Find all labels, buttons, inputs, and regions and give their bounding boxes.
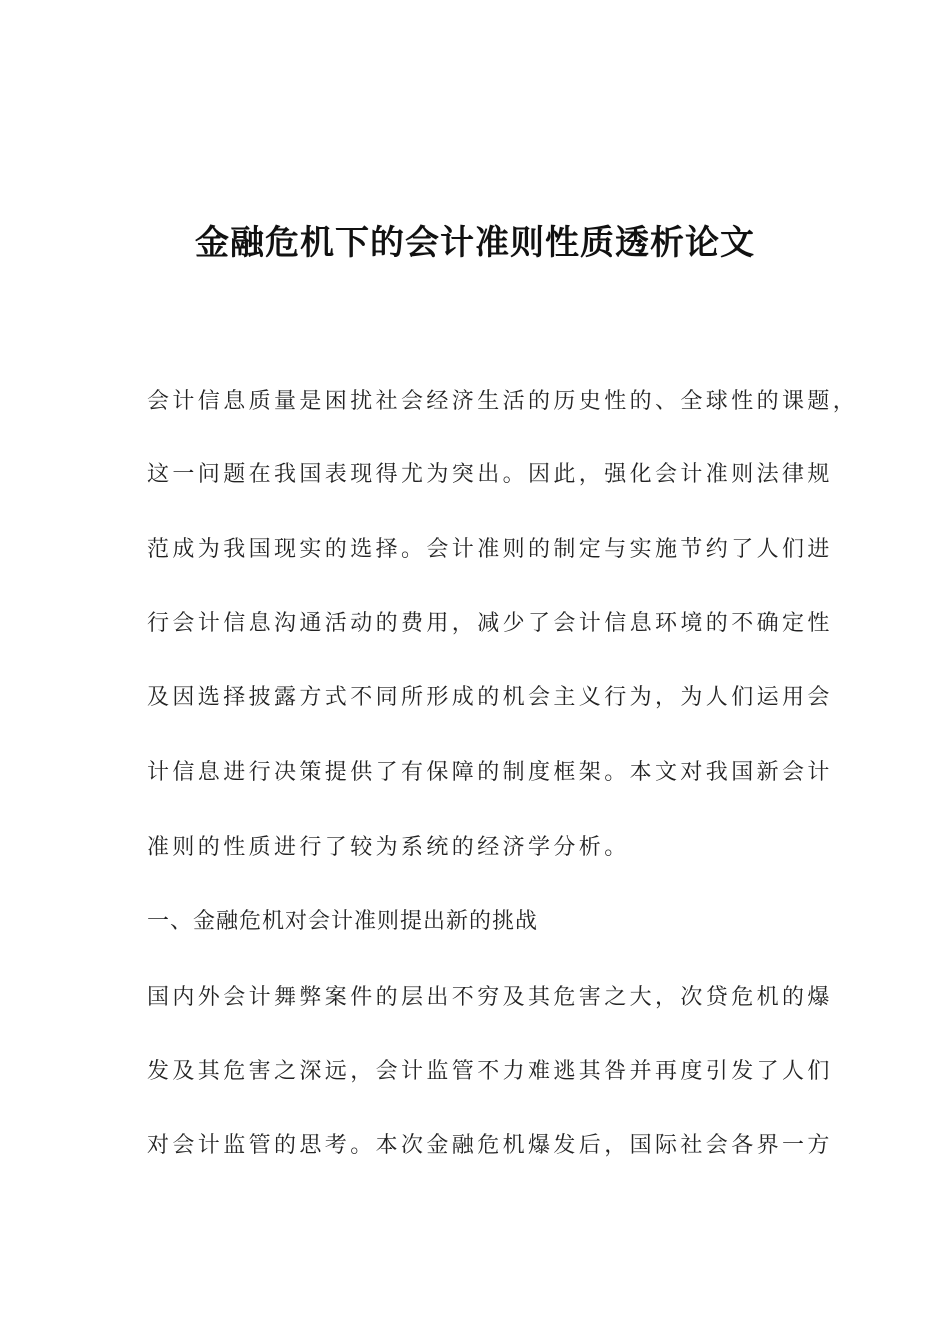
paragraph-line: 国内外会计舞弊案件的层出不穷及其危害之大，次贷危机的爆 bbox=[147, 985, 833, 1010]
paragraph-line: 对会计监管的思考。本次金融危机爆发后，国际社会各界一方 bbox=[147, 1133, 833, 1158]
section-heading: 一、金融危机对会计准则提出新的挑战 bbox=[147, 909, 539, 934]
paragraph-line: 准则的性质进行了较为系统的经济学分析。 bbox=[147, 835, 630, 860]
document-title: 金融危机下的会计准则性质透析论文 bbox=[195, 223, 755, 263]
paragraph-line: 行会计信息沟通活动的费用，减少了会计信息环境的不确定性 bbox=[147, 611, 833, 636]
paragraph-line: 及因选择披露方式不同所形成的机会主义行为，为人们运用会 bbox=[147, 685, 833, 710]
paragraph-line: 范成为我国现实的选择。会计准则的制定与实施节约了人们进 bbox=[147, 537, 833, 562]
paragraph-line: 计信息进行决策提供了有保障的制度框架。本文对我国新会计 bbox=[147, 760, 833, 785]
paragraph-line: 会计信息质量是困扰社会经济生活的历史性的、全球性的课题， bbox=[147, 389, 859, 414]
paragraph-line: 发及其危害之深远，会计监管不力难逃其咎并再度引发了人们 bbox=[147, 1059, 833, 1084]
paragraph-line: 这一问题在我国表现得尤为突出。因此，强化会计准则法律规 bbox=[147, 462, 833, 487]
